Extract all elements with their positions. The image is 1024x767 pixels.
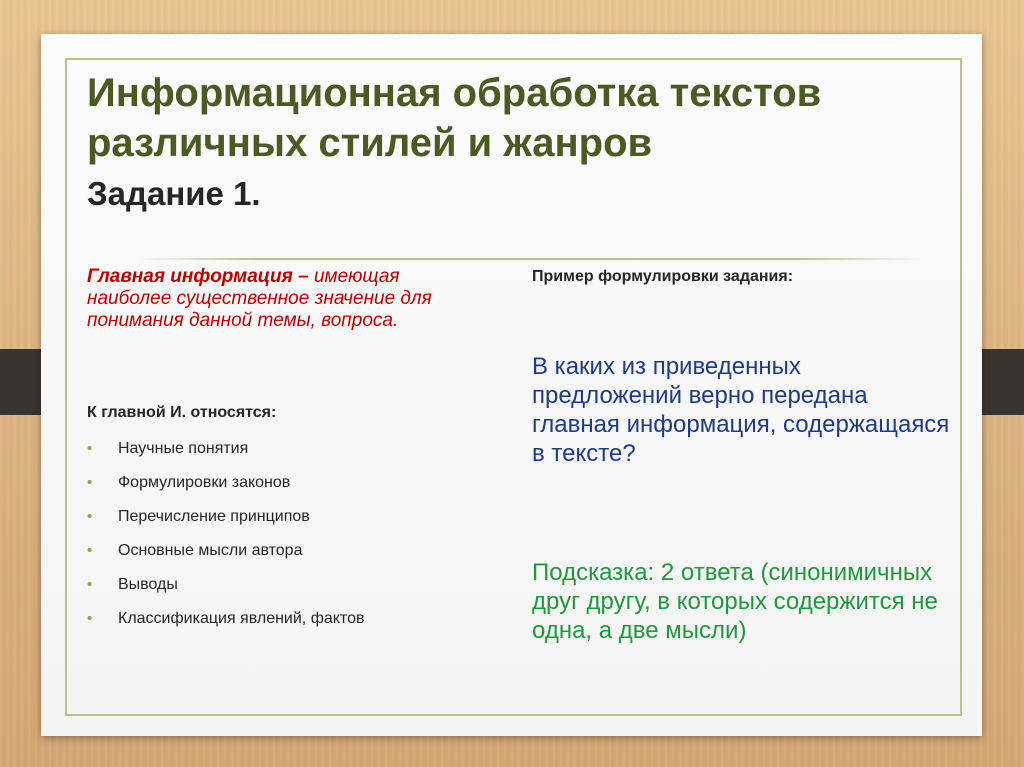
list-item-text: Формулировки законов [118, 474, 291, 491]
list-item [87, 432, 364, 466]
list-heading: К главной И. относятся: [87, 404, 277, 421]
bullet-list [87, 432, 364, 636]
bullet-icon: • [87, 440, 93, 457]
list-item [87, 568, 364, 602]
list-item-text: Научные понятия [118, 440, 249, 457]
list-item-text: Выводы [118, 576, 178, 593]
list-item-text: Классификация явлений, фактов [118, 610, 365, 627]
example-heading: Пример формулировки задания: [532, 268, 794, 285]
slide-subtitle: Задание 1. [87, 175, 261, 212]
bullet-icon: • [87, 508, 93, 525]
divider-line [139, 258, 919, 260]
bullet-icon: • [87, 576, 93, 593]
hint-text: Подсказка: 2 ответа (синонимичных друг другу, в которых содержится не одна, а две мысли) [532, 559, 938, 644]
slide-title: Информационная обработка текстов различных стилей и жанров [87, 71, 822, 165]
definition-term: Главная информация [87, 266, 293, 287]
definition-text: имеющая наиболее существенное значение для понимания данной темы, вопроса. [87, 266, 432, 331]
bullet-icon: • [87, 474, 93, 491]
list-item-text: Перечисление принципов [118, 508, 310, 525]
list-item-text: Основные мысли автора [118, 542, 303, 559]
list-item [87, 466, 364, 500]
definition-dash: – [292, 266, 314, 287]
bullet-icon: • [87, 610, 93, 627]
definition-block [87, 266, 447, 332]
list-item [87, 500, 364, 534]
list-item [87, 602, 364, 636]
list-item [87, 534, 364, 568]
question-text: В каких из приведенных предложений верно передана главная информация, содержащаяся в тексте? [532, 353, 950, 467]
slide-card [41, 34, 982, 736]
bullet-icon: • [87, 542, 93, 559]
